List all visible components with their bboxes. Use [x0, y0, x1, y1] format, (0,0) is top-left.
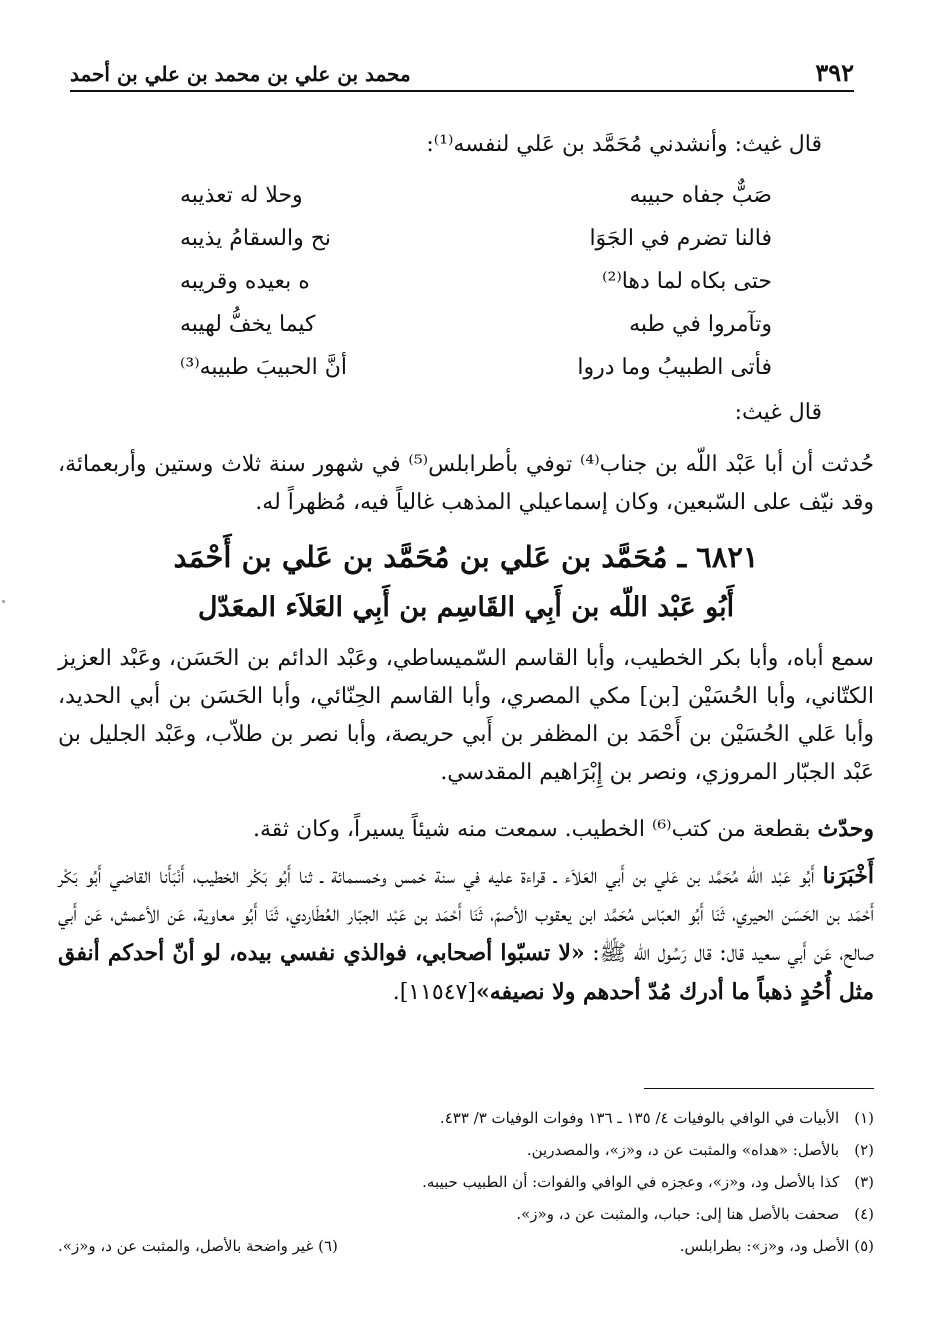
verse-first-hemistich: فأتى الطبيبُ وما دروا: [577, 355, 772, 380]
verse-second-hemistich: كيما يخفُّ لهيبه: [180, 312, 316, 337]
poem-verse: [170, 312, 772, 355]
poem-verse: [170, 183, 772, 226]
footnote-number: (٥): [854, 1237, 874, 1255]
poem: [170, 183, 772, 398]
footnote-text: الأبيات في الوافي بالوفيات ٤/ ١٣٥ ـ ١٣٦ وفوات الوفيات ٣/ ٤٣٣.: [439, 1109, 840, 1127]
verse-second-hemistich: ه بعيده وقريبه: [180, 269, 310, 294]
footnote-number: (٤): [854, 1205, 874, 1223]
footnote: [58, 1230, 338, 1262]
paragraph-teachers: سمع أباه، وأبا بكر الخطيب، وأبا القاسم السّميساطي، وعَبْد الدائم بن الحَسَن، وعَبْد العزيز الكتّاني، وأبا الحُسَيْن [بن] مكي المصري، وأبا القاسم الحِنّائي، وأبا الحَسَن بن أبي الحديد، وأبا عَلي الحُسَيْن بن أَحْمَد بن المظفر بن أَبي حريصة، وأبا نصر بن طلاّب، وعَبْد الجليل بن عَبْد الجبّار المروزي، ونصر بن إِبْرَاهيم المقدسي.: [58, 646, 874, 785]
poem-verse: [170, 226, 772, 269]
footnote-number: (٦): [318, 1237, 338, 1255]
running-title: محمد بن علي بن محمد بن علي بن أحمد: [70, 62, 411, 86]
poem-verse: [170, 355, 772, 398]
narration-lead-word: وحدّث: [817, 816, 874, 842]
chain-text: أَبُو عَبْد اللّه مُحَمَّد بن عَلي بن أَبي العَلاَء ـ قراءة عليه في سنة خمس وخمسمائة ـ ثنا أَبُو بَكْر الخطيب، أَنْبَأَنا القاضي أَبُو بَكْر أَحْمَد بن الحَسَن الحيري، ثَنَا أَبُو العبّاس مُحَمَّد ابن يعقوب الأصمّ، ثَنَا أَحْمَد بن عَبْد الجبّار العُطَاردي، ثَنَا أَبُو معاوية، عَن الأعمش، عَن أَبي صالح، عَن أَبي سعيد قال: قال رَسُول الله ﷺ:: [58, 864, 874, 966]
footnote-text: الأصل ود، و«ز»: بطرابلس.: [679, 1237, 850, 1255]
paragraph-narration: [58, 810, 874, 849]
verse-first-hemistich: صَبٌّ جفاه حبيبه: [629, 183, 772, 208]
footnote: [58, 1198, 874, 1230]
page-number: ٣٩٢: [815, 58, 854, 87]
footnote-pair: [58, 1230, 874, 1262]
entry-subtitle: أَبُو عَبْد اللّه بن أَبِي القَاسِم بن أَبِي العَلاَء المعَدّل: [197, 592, 735, 623]
footnote: [58, 1166, 874, 1198]
verse-second-hemistich: أنَّ الحبيبَ طبيبه⁽³⁾: [180, 355, 348, 380]
chain-lead-word: أَخْبَرَنا: [822, 863, 874, 889]
footnote-number: (٣): [854, 1173, 874, 1191]
paragraph-death-note: حُدثت أن أبا عَبْد اللّه بن جناب⁽⁴⁾ توفي بأطرابلس⁽⁵⁾ في شهور سنة ثلاث وستين وأربعمائة، وقد نيّف على السّبعين، وكان إسماعيلي المذهب غالياً فيه، مُظهراً له.: [58, 452, 874, 515]
footnotes: [58, 1102, 874, 1262]
footnote-text: كذا بالأصل ود، و«ز»، وعجزه في الوافي والفوات: أن الطبيب حبيبه.: [422, 1173, 840, 1191]
footnote-rule: [644, 1088, 874, 1089]
hadith-text: «لا تسبّوا أصحابي، فوالذي نفسي بيده، لو أنّ أحدكم أنفق مثل أُحُدٍ ذهباً ما أدرك مُدّ أحدهم ولا نصيفه»: [58, 940, 874, 1005]
entry-title: ٦٨٢١ ـ مُحَمَّد بن عَلي بن مُحَمَّد بن عَلي بن أَحْمَد: [173, 540, 759, 574]
footnote: [58, 1134, 874, 1166]
poem-verse: [170, 269, 772, 312]
footnote: [58, 1102, 874, 1134]
narrator-line: قال غيث:: [734, 400, 822, 425]
page-header: [70, 52, 854, 92]
footnote-text: غير واضحة بالأصل، والمثبت عن د، و«ز».: [58, 1237, 314, 1255]
hadith-reference: [١١٥٤٧]: [399, 980, 476, 1005]
footnote-number: (٢): [854, 1141, 874, 1159]
narration-text: بقطعة من كتب⁽⁶⁾ الخطيب. سمعت منه شيئاً يسيراً، وكان ثقة.: [252, 817, 818, 842]
footnote-text: صحفت بالأصل هنا إلى: حباب، والمثبت عن د، و«ز».: [516, 1205, 840, 1223]
verse-second-hemistich: وحلا له تعذيبه: [180, 183, 303, 208]
verse-first-hemistich: فالنا تضرم في الجَوَا: [589, 226, 772, 251]
margin-mark: [2, 600, 5, 603]
verse-second-hemistich: نح والسقامُ يذيبه: [180, 226, 332, 251]
verse-first-hemistich: وتآمروا في طبه: [629, 312, 772, 337]
intro-line: قال غيث: وأنشدني مُحَمَّد بن عَلي لنفسه⁽¹⁾:: [426, 132, 822, 157]
verse-first-hemistich: حتى بكاه لما دها⁽²⁾: [602, 269, 772, 294]
footnote-number: (١): [854, 1109, 874, 1127]
paragraph-hadith-chain: [58, 857, 874, 1012]
footnote-text: بالأصل: «هداه» والمثبت عن د، و«ز»، والمصدرين.: [526, 1141, 840, 1159]
header-rule: [70, 90, 854, 92]
footnote: [680, 1230, 874, 1262]
hadith-end: .: [392, 980, 400, 1005]
